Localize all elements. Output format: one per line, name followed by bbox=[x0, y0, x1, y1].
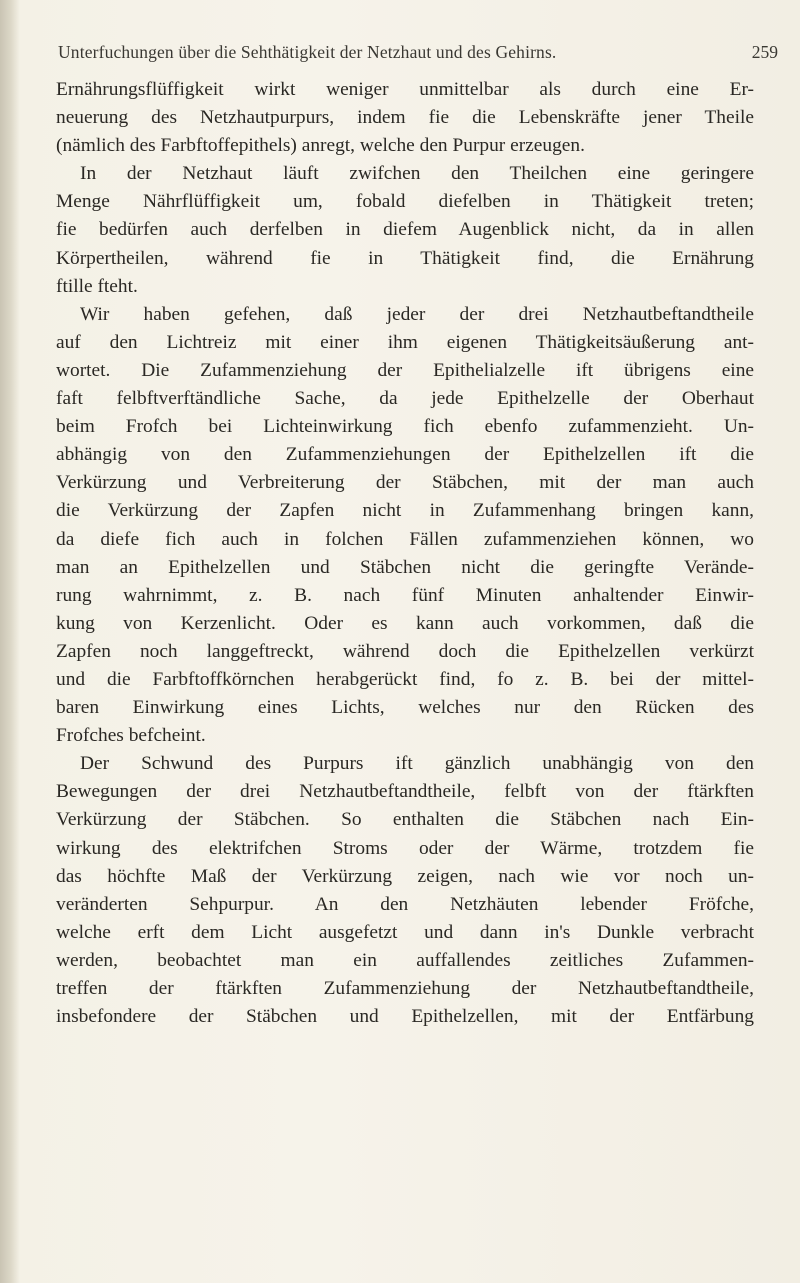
text-line: man an Epithelzellen und Stäbchen nicht die geringfte Verände- bbox=[56, 556, 754, 578]
text-line: Frofches befcheint. bbox=[56, 725, 206, 747]
text-line: beim Frofch bei Lichteinwirkung fich ebenfo zufammenzieht. Un- bbox=[56, 416, 754, 438]
text-line: neuerung des Netzhautpurpurs, indem fie die Lebenskräfte jener Theile bbox=[56, 107, 754, 129]
page-gutter-shadow bbox=[0, 0, 20, 1283]
text-line: fie bedürfen auch derfelben in diefem Augenblick nicht, da in allen bbox=[56, 219, 754, 241]
text-line: baren Einwirkung eines Lichts, welches nur den Rücken des bbox=[56, 697, 754, 719]
running-head-title: Unterfuchungen über die Sehthätigkeit der Netzhaut und des Gehirns. bbox=[58, 42, 557, 62]
text-line: (nämlich des Farbftoffepithels) anregt, welche den Purpur erzeugen. bbox=[56, 135, 585, 157]
text-line: Körpertheilen, während fie in Thätigkeit find, die Ernährung bbox=[56, 247, 754, 269]
text-line: Menge Nährflüffigkeit um, fobald diefelben in Thätigkeit treten; bbox=[56, 191, 754, 213]
text-line: kung von Kerzenlicht. Oder es kann auch vorkommen, daß die bbox=[56, 612, 754, 634]
text-line: faft felbftverftändliche Sache, da jede Epithelzelle der Oberhaut bbox=[56, 388, 754, 410]
text-line: veränderten Sehpurpur. An den Netzhäuten lebender Fröfche, bbox=[56, 893, 754, 915]
page-number: 259 bbox=[751, 42, 778, 62]
text-line: Zapfen noch langgeftreckt, während doch die Epithelzellen verkürzt bbox=[56, 640, 754, 662]
text-line: abhängig von den Zufammenziehungen der Epithelzellen ift die bbox=[56, 444, 754, 466]
text-line: wortet. Die Zufammenziehung der Epithelialzelle ift übrigens eine bbox=[56, 359, 754, 381]
text-line: da diefe fich auch in folchen Fällen zufammenziehen können, wo bbox=[56, 528, 754, 550]
text-line: treffen der ftärkften Zufammenziehung der Netzhautbeftandtheile, bbox=[56, 978, 754, 999]
text-line: Bewegungen der drei Netzhautbeftandtheile, felbft von der ftärkften bbox=[56, 781, 754, 803]
text-line: ftille fteht. bbox=[56, 275, 138, 297]
text-line: rung wahrnimmt, z. B. nach fünf Minuten anhaltender Einwir- bbox=[56, 584, 754, 606]
text-line: insbefondere der Stäbchen und Epithelzellen, mit der Entfärbung bbox=[56, 1006, 754, 1028]
text-line: Wir haben gefehen, daß jeder der drei Netzhautbeftandtheile bbox=[80, 303, 754, 325]
text-line: wirkung des elektrifchen Stroms oder der Wärme, trotzdem fie bbox=[56, 837, 754, 859]
text-line: Ernährungsflüffigkeit wirkt weniger unmittelbar als durch eine Er- bbox=[56, 79, 754, 100]
text-line: das höchfte Maß der Verkürzung zeigen, nach wie vor noch un- bbox=[56, 865, 754, 887]
text-line: und die Farbftoffkörnchen herabgerückt find, fo z. B. bei der mittel- bbox=[56, 668, 754, 690]
text-line: Verkürzung und Verbreiterung der Stäbchen, mit der man auch bbox=[56, 472, 754, 494]
text-line: die Verkürzung der Zapfen nicht in Zufammenhang bringen kann, bbox=[56, 500, 754, 522]
text-line: welche erft dem Licht ausgefetzt und dann in's Dunkle verbracht bbox=[56, 921, 754, 943]
text-line: In der Netzhaut läuft zwifchen den Theilchen eine geringere bbox=[80, 163, 754, 185]
text-line: werden, beobachtet man ein auffallendes zeitliches Zufammen- bbox=[56, 949, 754, 971]
body-text bbox=[56, 76, 754, 1031]
text-line: Verkürzung der Stäbchen. So enthalten die Stäbchen nach Ein- bbox=[56, 809, 754, 831]
text-line: Der Schwund des Purpurs ift gänzlich unabhängig von den bbox=[80, 753, 754, 775]
text-line: auf den Lichtreiz mit einer ihm eigenen Thätigkeitsäußerung ant- bbox=[56, 331, 754, 353]
running-head bbox=[58, 42, 778, 63]
